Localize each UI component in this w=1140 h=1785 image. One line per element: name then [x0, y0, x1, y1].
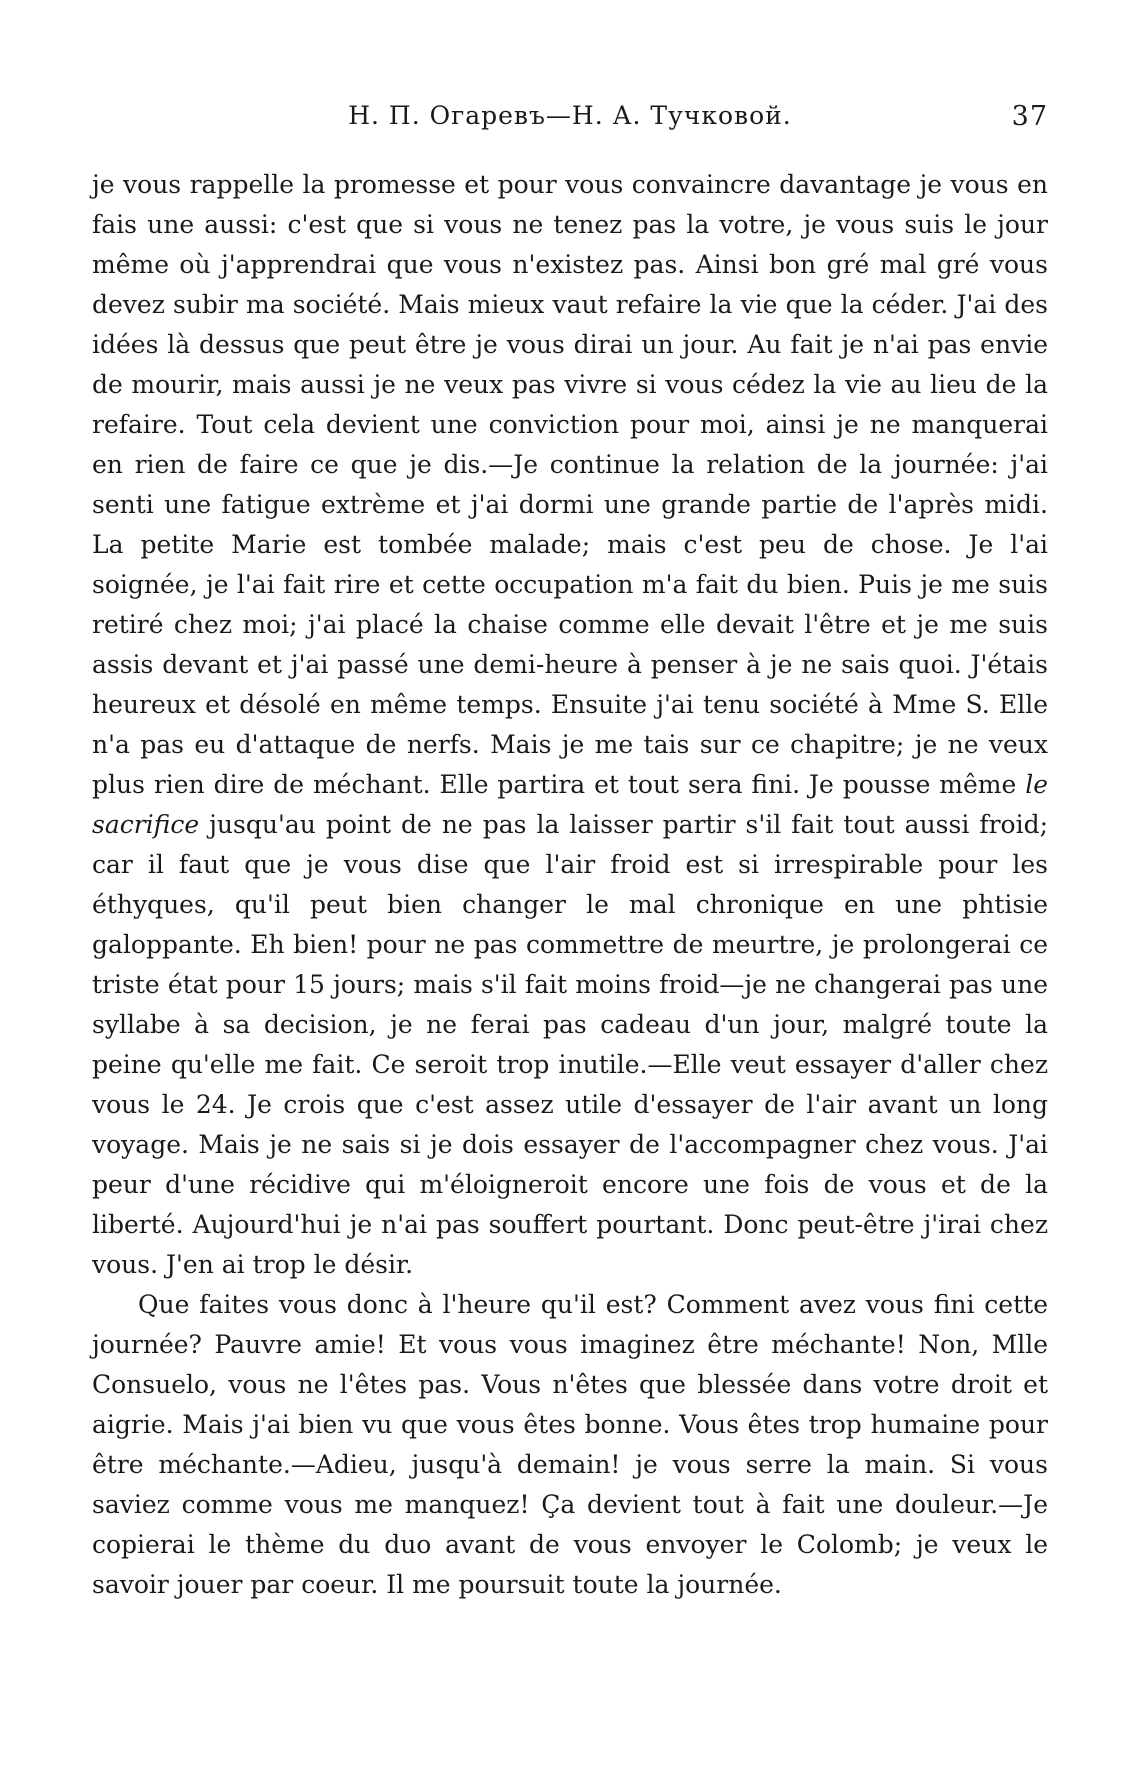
page-number: 37 — [1011, 101, 1048, 132]
header-title: Н. П. Огаревъ—Н. А. Тучковой. — [348, 101, 792, 130]
paragraph-1-part-2: jusqu'au point de ne pas la laisser partir s'il fait tout aussi froid; car il faut que je vous dise que l'air froid est si irrespirable pour les éthyques, qu'il peut bien changer le mal chronique en une phtisie galoppante. Eh bien! pour ne pas commettre de meurtre, je prolongerai ce triste état pour 15 jours; mais s'il fait moins froid—je ne changerai pas une syllabe à sa decision, je ne ferai pas cadeau d'un jour, malgré toute la peine qu'elle me fait. Ce seroit trop inutile.—Elle veut essayer d'aller chez vous le 24. Je crois que c'est assez utile d'essayer de l'air avant un long voyage. Mais je ne sais si je dois essayer de l'accompagner chez vous. J'ai peur d'une récidive qui m'éloigneroit encore une fois de vous et de la liberté. Aujourd'hui je n'ai pas souffert pourtant. Donc peut-être j'irai chez vous. J'en ai trop le désir. — [92, 810, 1049, 1279]
running-header — [92, 95, 1048, 139]
book-page — [92, 95, 1048, 1605]
paragraph-1-part-1: je vous rappelle la promesse et pour vous convaincre davantage je vous en fais une aussi: c'est que si vous ne tenez pas la votre, je vous suis le jour même où j'apprendrai que vous n'existez pas. Ainsi bon gré mal gré vous devez subir ma société. Mais mieux vaut refaire la vie que la céder. J'ai des idées là dessus que peut être je vous dirai un jour. Au fait je n'ai pas envie de mourir, mais aussi je ne veux pas vivre si vous cédez la vie au lieu de la refaire. Tout cela devient une conviction pour moi, ainsi je ne manquerai en rien de faire ce que je dis.—Je continue la relation de la journée: j'ai senti une fatigue extrème et j'ai dormi une grande partie de l'après midi. La petite Marie est tombée malade; mais c'est peu de chose. Je l'ai soignée, je l'ai fait rire et cette occupation m'a fait du bien. Puis je me suis retiré chez moi; j'ai placé la chaise comme elle devait l'être et je me suis assis devant et j'ai passé une demi-heure à penser à je ne sais quoi. J'étais heureux et désolé en même temps. Ensuite j'ai tenu société à Mme S. Elle n'a pas eu d'attaque de nerfs. Mais je me tais sur ce chapitre; je ne veux plus rien dire de méchant. Elle partira et tout sera fini. Je pousse même — [92, 170, 1048, 799]
paragraph-1-emphasis: le sacrifice — [92, 770, 1048, 839]
paragraph-2: Que faites vous donc à l'heure qu'il est? Comment avez vous fini cette journée? Pauvre amie! Et vous vous imaginez être méchante! Non, Mlle Consuelo, vous ne l'êtes pas. Vous n'êtes que blessée dans votre droit et aigrie. Mais j'ai bien vu que vous êtes bonne. Vous êtes trop humaine pour être méchante.—Adieu, jusqu'à demain! je vous serre la main. Si vous saviez comme vous me manquez! Ça devient tout à fait une douleur.—Je copierai le thème du duo avant de vous envoyer le Colomb; je veux le savoir jouer par coeur. Il me poursuit toute la journée. — [92, 1290, 1048, 1599]
letter-body — [92, 165, 1048, 1605]
paragraph-continued — [92, 165, 1048, 1285]
